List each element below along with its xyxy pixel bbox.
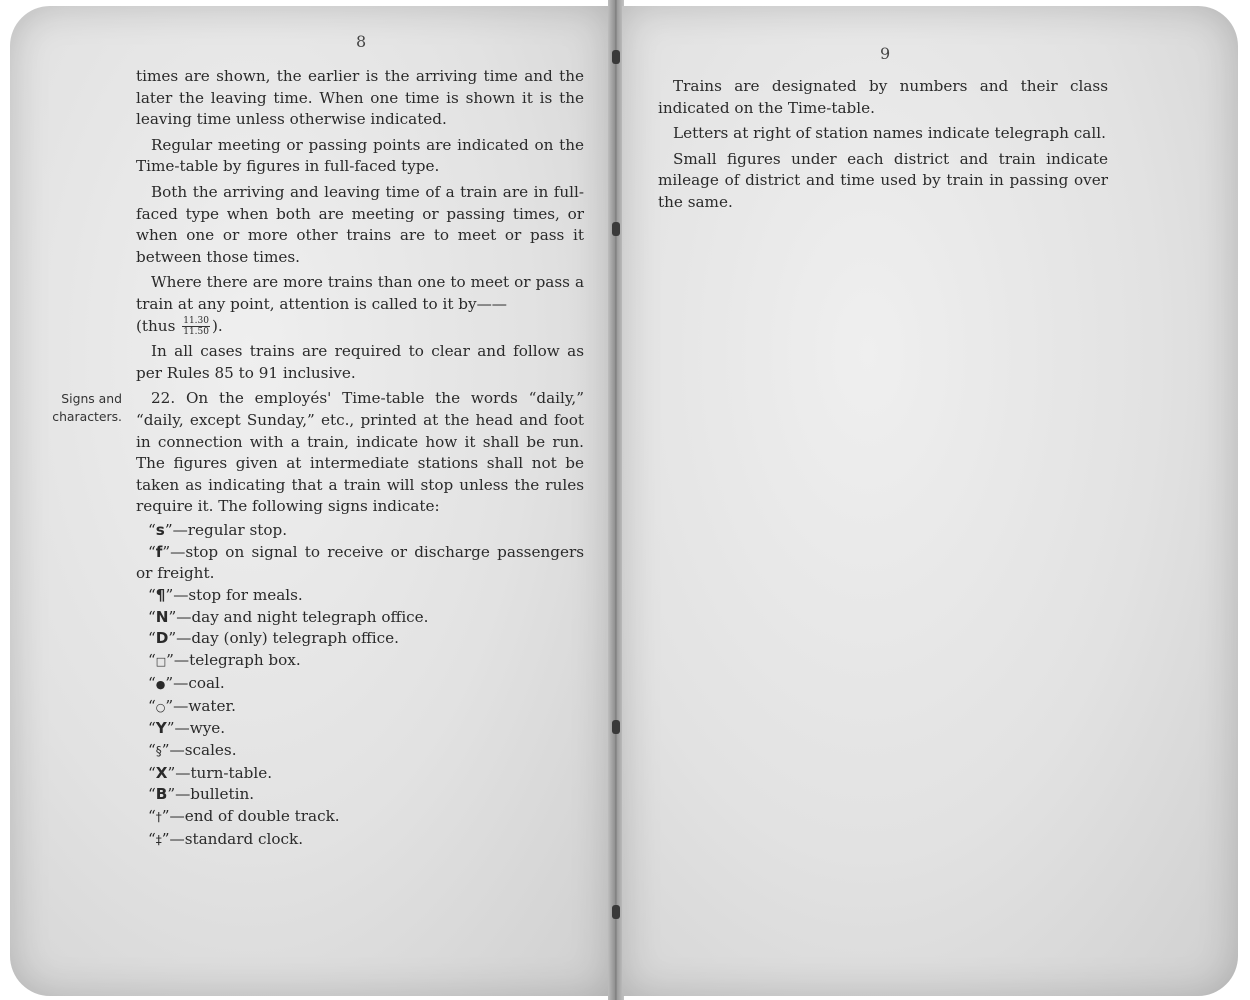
paragraph: times are shown, the earlier is the arriving time and the later the leaving time. When one time is shown it is the leaving time unless otherwise indicated. bbox=[136, 67, 584, 129]
sign-meaning: regular stop. bbox=[187, 520, 288, 539]
thus-example bbox=[136, 316, 584, 338]
paragraph bbox=[136, 272, 584, 315]
sign-symbol: ‡ bbox=[155, 832, 162, 847]
sign-meaning: bulletin. bbox=[190, 785, 255, 804]
sign-item: “●”—coal. bbox=[148, 673, 225, 692]
sign-item: “f”—stop on signal to receive or discharge passengers or freight. bbox=[136, 542, 584, 583]
sign-item: “○”—water. bbox=[148, 696, 236, 715]
binding-stitch bbox=[612, 720, 620, 734]
sign-meaning: end of double track. bbox=[184, 807, 340, 826]
binding-stitch bbox=[612, 50, 620, 64]
paragraph: Trains are designated by numbers and their class indicated on the Time-table. bbox=[658, 77, 1108, 117]
sign-symbol: B bbox=[155, 785, 168, 804]
thus-prefix: (thus bbox=[136, 316, 176, 335]
fraction-top: 11.30 bbox=[183, 316, 209, 327]
sign-meaning: coal. bbox=[188, 673, 225, 692]
paragraph: Small figures under each district and train indicate mileage of district and time used by train in passing over the same. bbox=[658, 149, 1108, 211]
sign-item: “X”—turn-table. bbox=[148, 763, 273, 782]
sign-symbol: s bbox=[155, 520, 165, 539]
left-page bbox=[10, 6, 610, 996]
sign-meaning: day (only) telegraph office. bbox=[191, 629, 399, 648]
sign-meaning: turn-table. bbox=[190, 763, 273, 782]
sign-item: “Y”—wye. bbox=[148, 719, 226, 738]
sign-symbol: Y bbox=[155, 719, 167, 738]
paragraph: 22. On the employés' Time-table the words “daily,” “daily, except Sunday,” etc., printed at the head and foot in connection with a train, indicate how it shall be run. The figures given at intermediate stations shall not be taken as indicating that a train will stop unless the rules require it. The following signs indicate: bbox=[136, 389, 584, 516]
sign-meaning: standard clock. bbox=[184, 829, 304, 848]
right-page-text bbox=[658, 76, 1108, 218]
sign-meaning: stop for meals. bbox=[188, 585, 303, 604]
sign-meaning: wye. bbox=[189, 719, 226, 738]
sign-meaning: water. bbox=[188, 696, 236, 715]
paragraph: Regular meeting or passing points are indicated on the Time-table by figures in full-faced type. bbox=[136, 135, 584, 176]
sign-symbol: ¶ bbox=[155, 585, 166, 604]
binding-stitch bbox=[612, 905, 620, 919]
sign-item: “¶”—stop for meals. bbox=[148, 585, 303, 604]
sign-meaning: day and night telegraph office. bbox=[191, 607, 429, 626]
sign-meaning: telegraph box. bbox=[189, 651, 301, 670]
paragraph: Both the arriving and leaving time of a train are in full-faced type when both are meeting or passing times, or when one or more other trains are to meet or pass it between those times. bbox=[136, 182, 584, 266]
sign-item: “‡”—standard clock. bbox=[148, 829, 304, 848]
sign-symbol: ○ bbox=[155, 700, 166, 714]
sign-item: “B”—bulletin. bbox=[148, 785, 255, 804]
signs-list bbox=[136, 520, 584, 852]
right-page bbox=[622, 6, 1238, 996]
sign-item: “□”—telegraph box. bbox=[148, 651, 301, 670]
sign-item: “§”—scales. bbox=[148, 740, 237, 759]
thus-suffix: ). bbox=[211, 316, 223, 335]
sign-symbol: † bbox=[155, 810, 162, 825]
sign-symbol: § bbox=[155, 743, 162, 758]
sign-symbol: □ bbox=[155, 655, 167, 669]
paragraph: Letters at right of station names indicate telegraph call. bbox=[673, 124, 1106, 143]
sign-symbol: N bbox=[155, 607, 169, 626]
sign-item: “s”—regular stop. bbox=[148, 520, 288, 539]
sign-item: “†”—end of double track. bbox=[148, 807, 340, 826]
paragraph-text: Where there are more trains than one to meet or pass a train at any point, attention is called to it by—— bbox=[136, 273, 584, 313]
sign-symbol: D bbox=[155, 629, 169, 648]
sign-symbol: X bbox=[155, 763, 168, 782]
fraction-bottom: 11.50 bbox=[183, 327, 209, 338]
sign-item: “N”—day and night telegraph office. bbox=[148, 607, 429, 626]
page-number-right: 9 bbox=[880, 44, 891, 63]
paragraph: In all cases trains are required to clear and follow as per Rules 85 to 91 inclusive. bbox=[136, 342, 584, 382]
sign-symbol: f bbox=[155, 542, 163, 561]
binding-stitch bbox=[612, 222, 620, 236]
sign-item: “D”—day (only) telegraph office. bbox=[148, 629, 399, 648]
margin-note: Signs and characters. bbox=[52, 391, 122, 424]
sign-meaning: stop on signal to receive or discharge passengers or freight. bbox=[136, 542, 584, 583]
sign-meaning: scales. bbox=[184, 740, 237, 759]
left-page-text bbox=[136, 66, 584, 851]
time-fraction bbox=[182, 316, 210, 337]
sign-symbol: ● bbox=[155, 677, 166, 691]
page-number-left: 8 bbox=[356, 32, 367, 51]
